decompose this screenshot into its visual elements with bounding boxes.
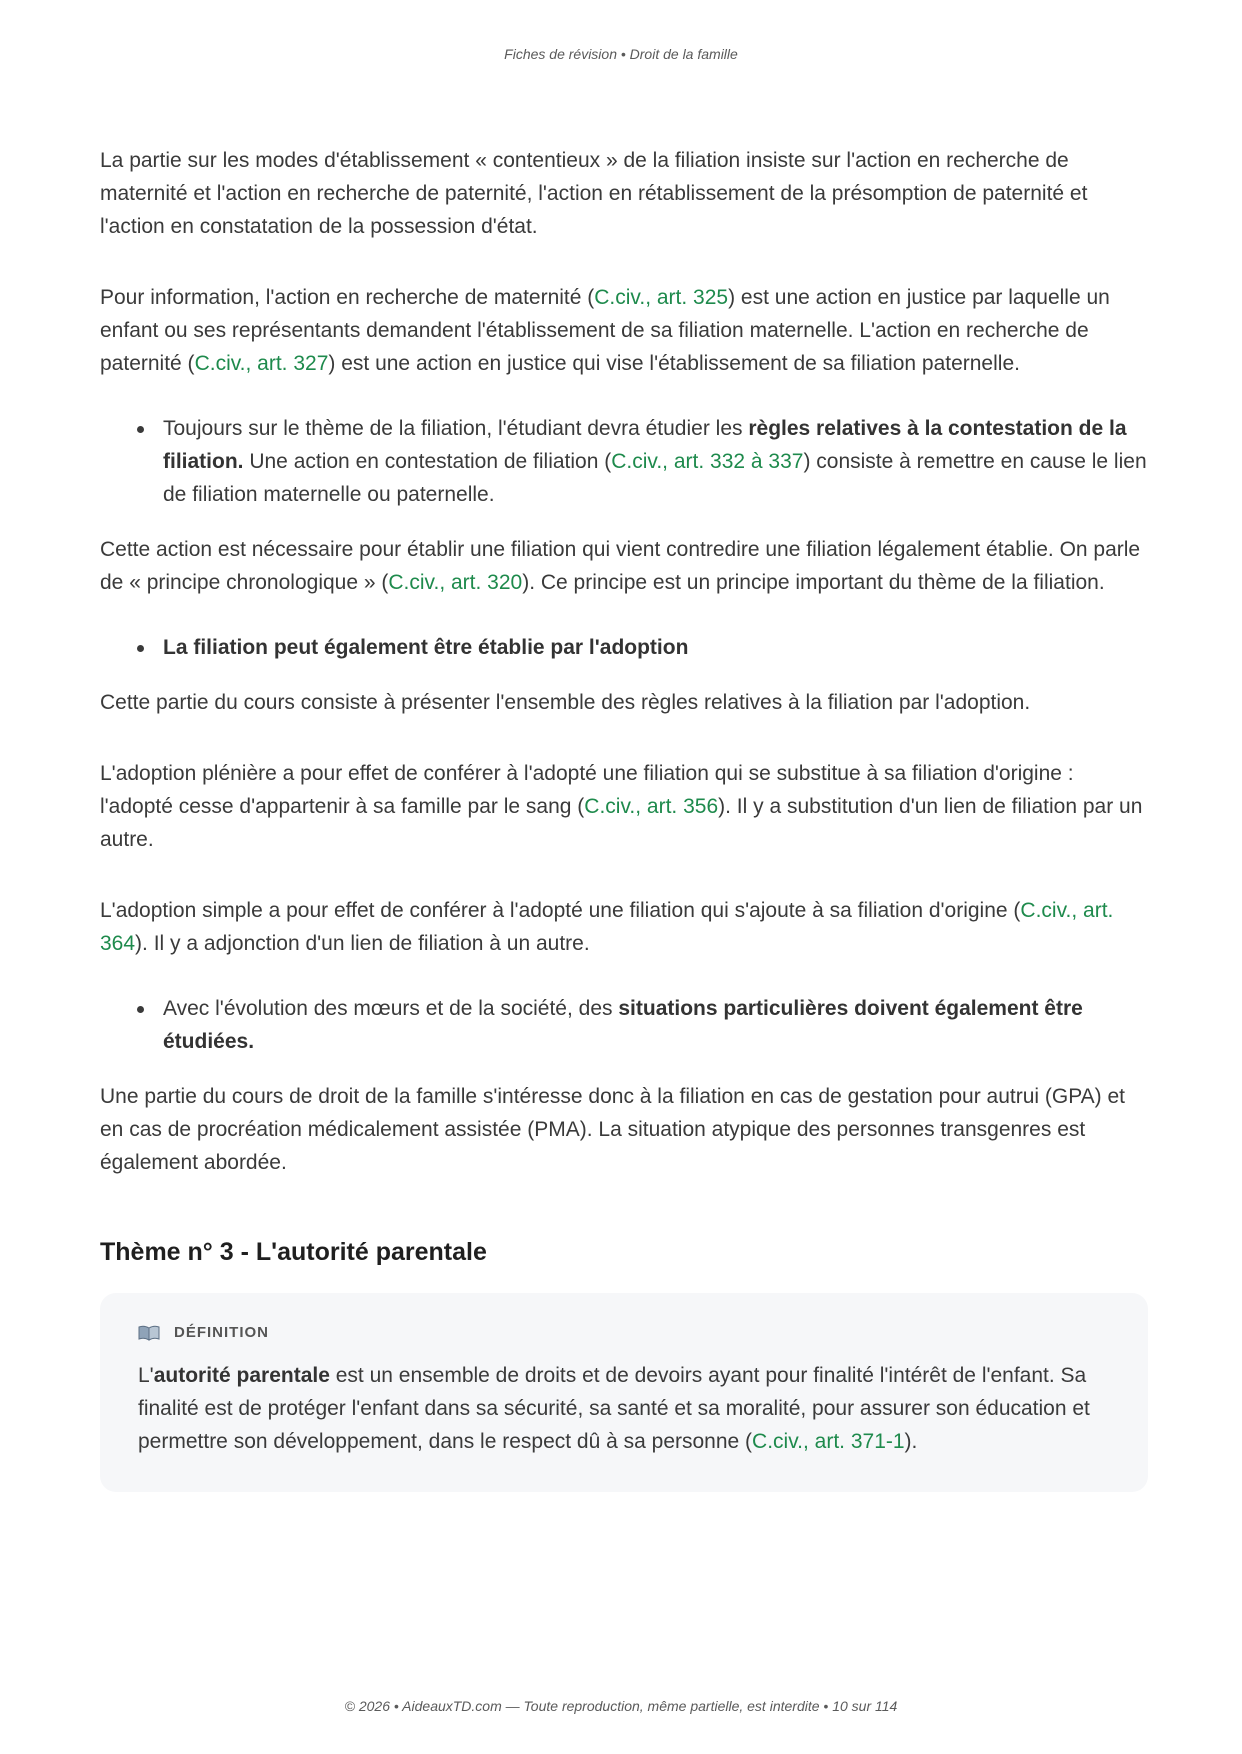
bullet-list-particular-situations <box>100 992 1148 1058</box>
definition-box <box>100 1293 1148 1492</box>
paragraph-plenary-adoption: L'adoption plénière a pour effet de conférer à l'adopté une filiation qui se substitue à sa filiation d'origine : l'adopté cesse d'appartenir à sa famille par le sang (C.civ., art. 356). Il y a substitution d'un lien de filiation par un autre. <box>100 762 1143 851</box>
paragraph-research-actions: Pour information, l'action en recherche de maternité (C.civ., art. 325) est une action en justice par laquelle un enfant ou ses représentants demandent l'établissement de sa filiation maternelle. L'action en recherche de paternité (C.civ., art. 327) est une action en justice qui vise l'établissement de sa filiation paternelle. <box>100 286 1110 375</box>
section-title: Thème n° 3 - L'autorité parentale <box>100 1238 487 1266</box>
article-link-356[interactable]: C.civ., art. 356 <box>584 795 719 818</box>
list-item: Avec l'évolution des mœurs et de la société, des situations particulières doivent également être étudiées. <box>163 992 1148 1058</box>
definition-text: L'autorité parentale est un ensemble de droits et de devoirs ayant pour finalité l'intérêt de l'enfant. Sa finalité est de protéger l'enfant dans sa sécurité, sa santé et sa moralité, pour assurer son éducation et permettre son développement, dans le respect dû à sa personne (C.civ., art. 371-1). <box>138 1364 1090 1453</box>
article-link-327[interactable]: C.civ., art. 327 <box>194 352 329 375</box>
page-footer: © 2026 • AideauxTD.com — Toute reproduction, même partielle, est interdite • 10 sur 114 <box>344 1698 898 1714</box>
book-icon <box>138 1325 160 1341</box>
article-link-364[interactable]: C.civ., art. 364 <box>100 899 1114 955</box>
list-item: Toujours sur le thème de la filiation, l'étudiant devra étudier les règles relatives à la contestation de la filiation. Une action en contestation de filiation (C.civ., art. 332 à 337) consiste à remettre en cause le lien de filiation maternelle ou paternelle. <box>163 412 1148 511</box>
paragraph-gpa-pma: Une partie du cours de droit de la famille s'intéresse donc à la filiation en cas de gestation pour autrui (GPA) et en cas de procréation médicalement assistée (PMA). La situation atypique des personnes transgenres est également abordée. <box>100 1085 1126 1174</box>
article-link-320[interactable]: C.civ., art. 320 <box>388 571 523 594</box>
definition-label: DÉFINITION <box>174 1324 269 1341</box>
paragraph-chronological-principle: Cette action est nécessaire pour établir une filiation qui vient contredire une filiation légalement établie. On parle de « principe chronologique » (C.civ., art. 320). Ce principe est un principe important du thème de la filiation. <box>100 538 1141 594</box>
article-link-371-1[interactable]: C.civ., art. 371-1 <box>752 1430 905 1453</box>
list-item: La filiation peut également être établie par l'adoption <box>163 631 1148 664</box>
article-link-325[interactable]: C.civ., art. 325 <box>594 286 729 309</box>
article-link-332-337[interactable]: C.civ., art. 332 à 337 <box>611 450 804 473</box>
running-header: Fiches de révision • Droit de la famille <box>504 46 738 62</box>
paragraph-simple-adoption: L'adoption simple a pour effet de conférer à l'adopté une filiation qui s'ajoute à sa filiation d'origine (C.civ., art. 364). Il y a adjonction d'un lien de filiation à un autre. <box>100 899 1114 955</box>
bullet-list-contestation <box>100 412 1148 511</box>
paragraph-adoption-intro: Cette partie du cours consiste à présenter l'ensemble des règles relatives à la filiation par l'adoption. <box>100 691 1031 714</box>
paragraph-contentious-establishment: La partie sur les modes d'établissement « contentieux » de la filiation insiste sur l'action en recherche de maternité et l'action en recherche de paternité, l'action en rétablissement de la présomption de paternité et l'action en constatation de la possession d'état. <box>100 149 1088 238</box>
definition-header <box>138 1321 1110 1345</box>
bullet-list-adoption <box>100 631 1148 664</box>
page-content <box>100 144 1148 1492</box>
